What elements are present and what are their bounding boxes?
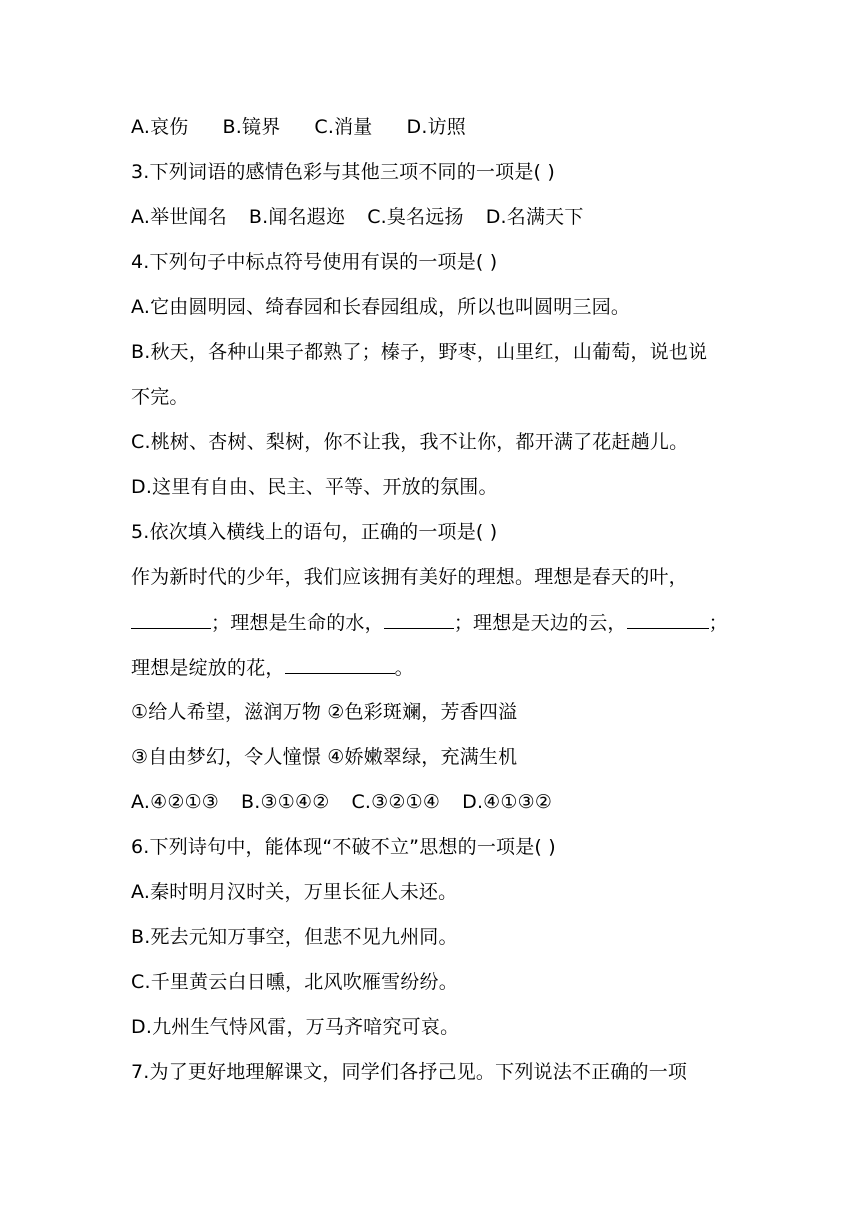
q3-options: [131, 205, 584, 229]
q4-option-a[interactable]: A.它由圆明园、绮春园和长春园组成，所以也叫圆明三园。: [131, 296, 631, 318]
q5-passage-line2: [131, 610, 728, 634]
q6-option-a[interactable]: A.秦时明月汉时关，万里长征人未还。: [131, 881, 458, 903]
q6-option-d[interactable]: D.九州生气恃风雷，万马齐喑究可哀。: [131, 1016, 460, 1038]
q5-passage-text: ；理想是生命的水，: [211, 612, 384, 634]
q6-stem: 6.下列诗句中，能体现“不破不立”思想的一项是( ): [131, 836, 556, 858]
q6-option-c[interactable]: C.千里黄云白日曛，北风吹雁雪纷纷。: [131, 971, 458, 993]
q5-items-line2: ③自由梦幻，令人憧憬 ④娇嫩翠绿，充满生机: [131, 746, 518, 768]
q2-option-b[interactable]: B.镜界: [222, 116, 281, 138]
q5-option-d[interactable]: D.④①③②: [462, 791, 553, 813]
q4-option-c[interactable]: C.桃树、杏树、梨树，你不让我，我不让你，都开满了花赶趟儿。: [131, 431, 689, 453]
q5-passage-line1: 作为新时代的少年，我们应该拥有美好的理想。理想是春天的叶，: [131, 566, 688, 588]
q5-passage-text: ；理想是天边的云，: [453, 612, 627, 634]
q5-options: [131, 790, 552, 814]
q3-stem: 3.下列词语的感情色彩与其他三项不同的一项是( ): [131, 161, 555, 183]
q2-option-d[interactable]: D.访照: [406, 116, 466, 138]
q5-passage-text: 理想是绽放的花，: [131, 657, 285, 679]
q3-option-c[interactable]: C.臭名远扬: [367, 206, 464, 228]
q4-option-b-line2[interactable]: 不完。: [131, 386, 189, 408]
q2-options: [131, 115, 466, 139]
q5-items-line1: ①给人希望，滋润万物 ②色彩斑斓，芳香四溢: [131, 701, 518, 723]
fill-blank-3[interactable]: [627, 610, 709, 629]
q4-option-d[interactable]: D.这里有自由、民主、平等、开放的氛围。: [131, 476, 498, 498]
q5-option-b[interactable]: B.③①④②: [241, 791, 330, 813]
q3-option-a[interactable]: A.举世闻名: [131, 206, 227, 228]
fill-blank-1[interactable]: [131, 610, 211, 629]
q7-stem: 7.为了更好地理解课文，同学们各抒己见。下列说法不正确的一项: [131, 1061, 688, 1083]
fill-blank-2[interactable]: [384, 610, 454, 629]
q3-option-b[interactable]: B.闻名遐迩: [248, 206, 346, 228]
q5-option-a[interactable]: A.④②①③: [131, 791, 220, 813]
q6-option-b[interactable]: B.死去元知万事空，但悲不见九州同。: [131, 926, 458, 948]
q5-passage-text: ；: [708, 612, 728, 634]
q4-stem: 4.下列句子中标点符号使用有误的一项是( ): [131, 251, 498, 273]
q5-passage-text: 。: [394, 657, 414, 679]
fill-blank-4[interactable]: [285, 655, 395, 674]
q5-option-c[interactable]: C.③②①④: [351, 791, 441, 813]
q4-option-b-line1[interactable]: B.秋天，各种山果子都熟了；榛子，野枣，山里红，山葡萄，说也说: [131, 341, 708, 363]
q2-option-c[interactable]: C.消量: [314, 116, 373, 138]
q5-passage-line3: [131, 655, 414, 679]
q3-option-d[interactable]: D.名满天下: [485, 206, 584, 228]
q2-option-a[interactable]: A.哀伤: [131, 116, 189, 138]
q5-stem: 5.依次填入横线上的语句，正确的一项是( ): [131, 521, 498, 543]
